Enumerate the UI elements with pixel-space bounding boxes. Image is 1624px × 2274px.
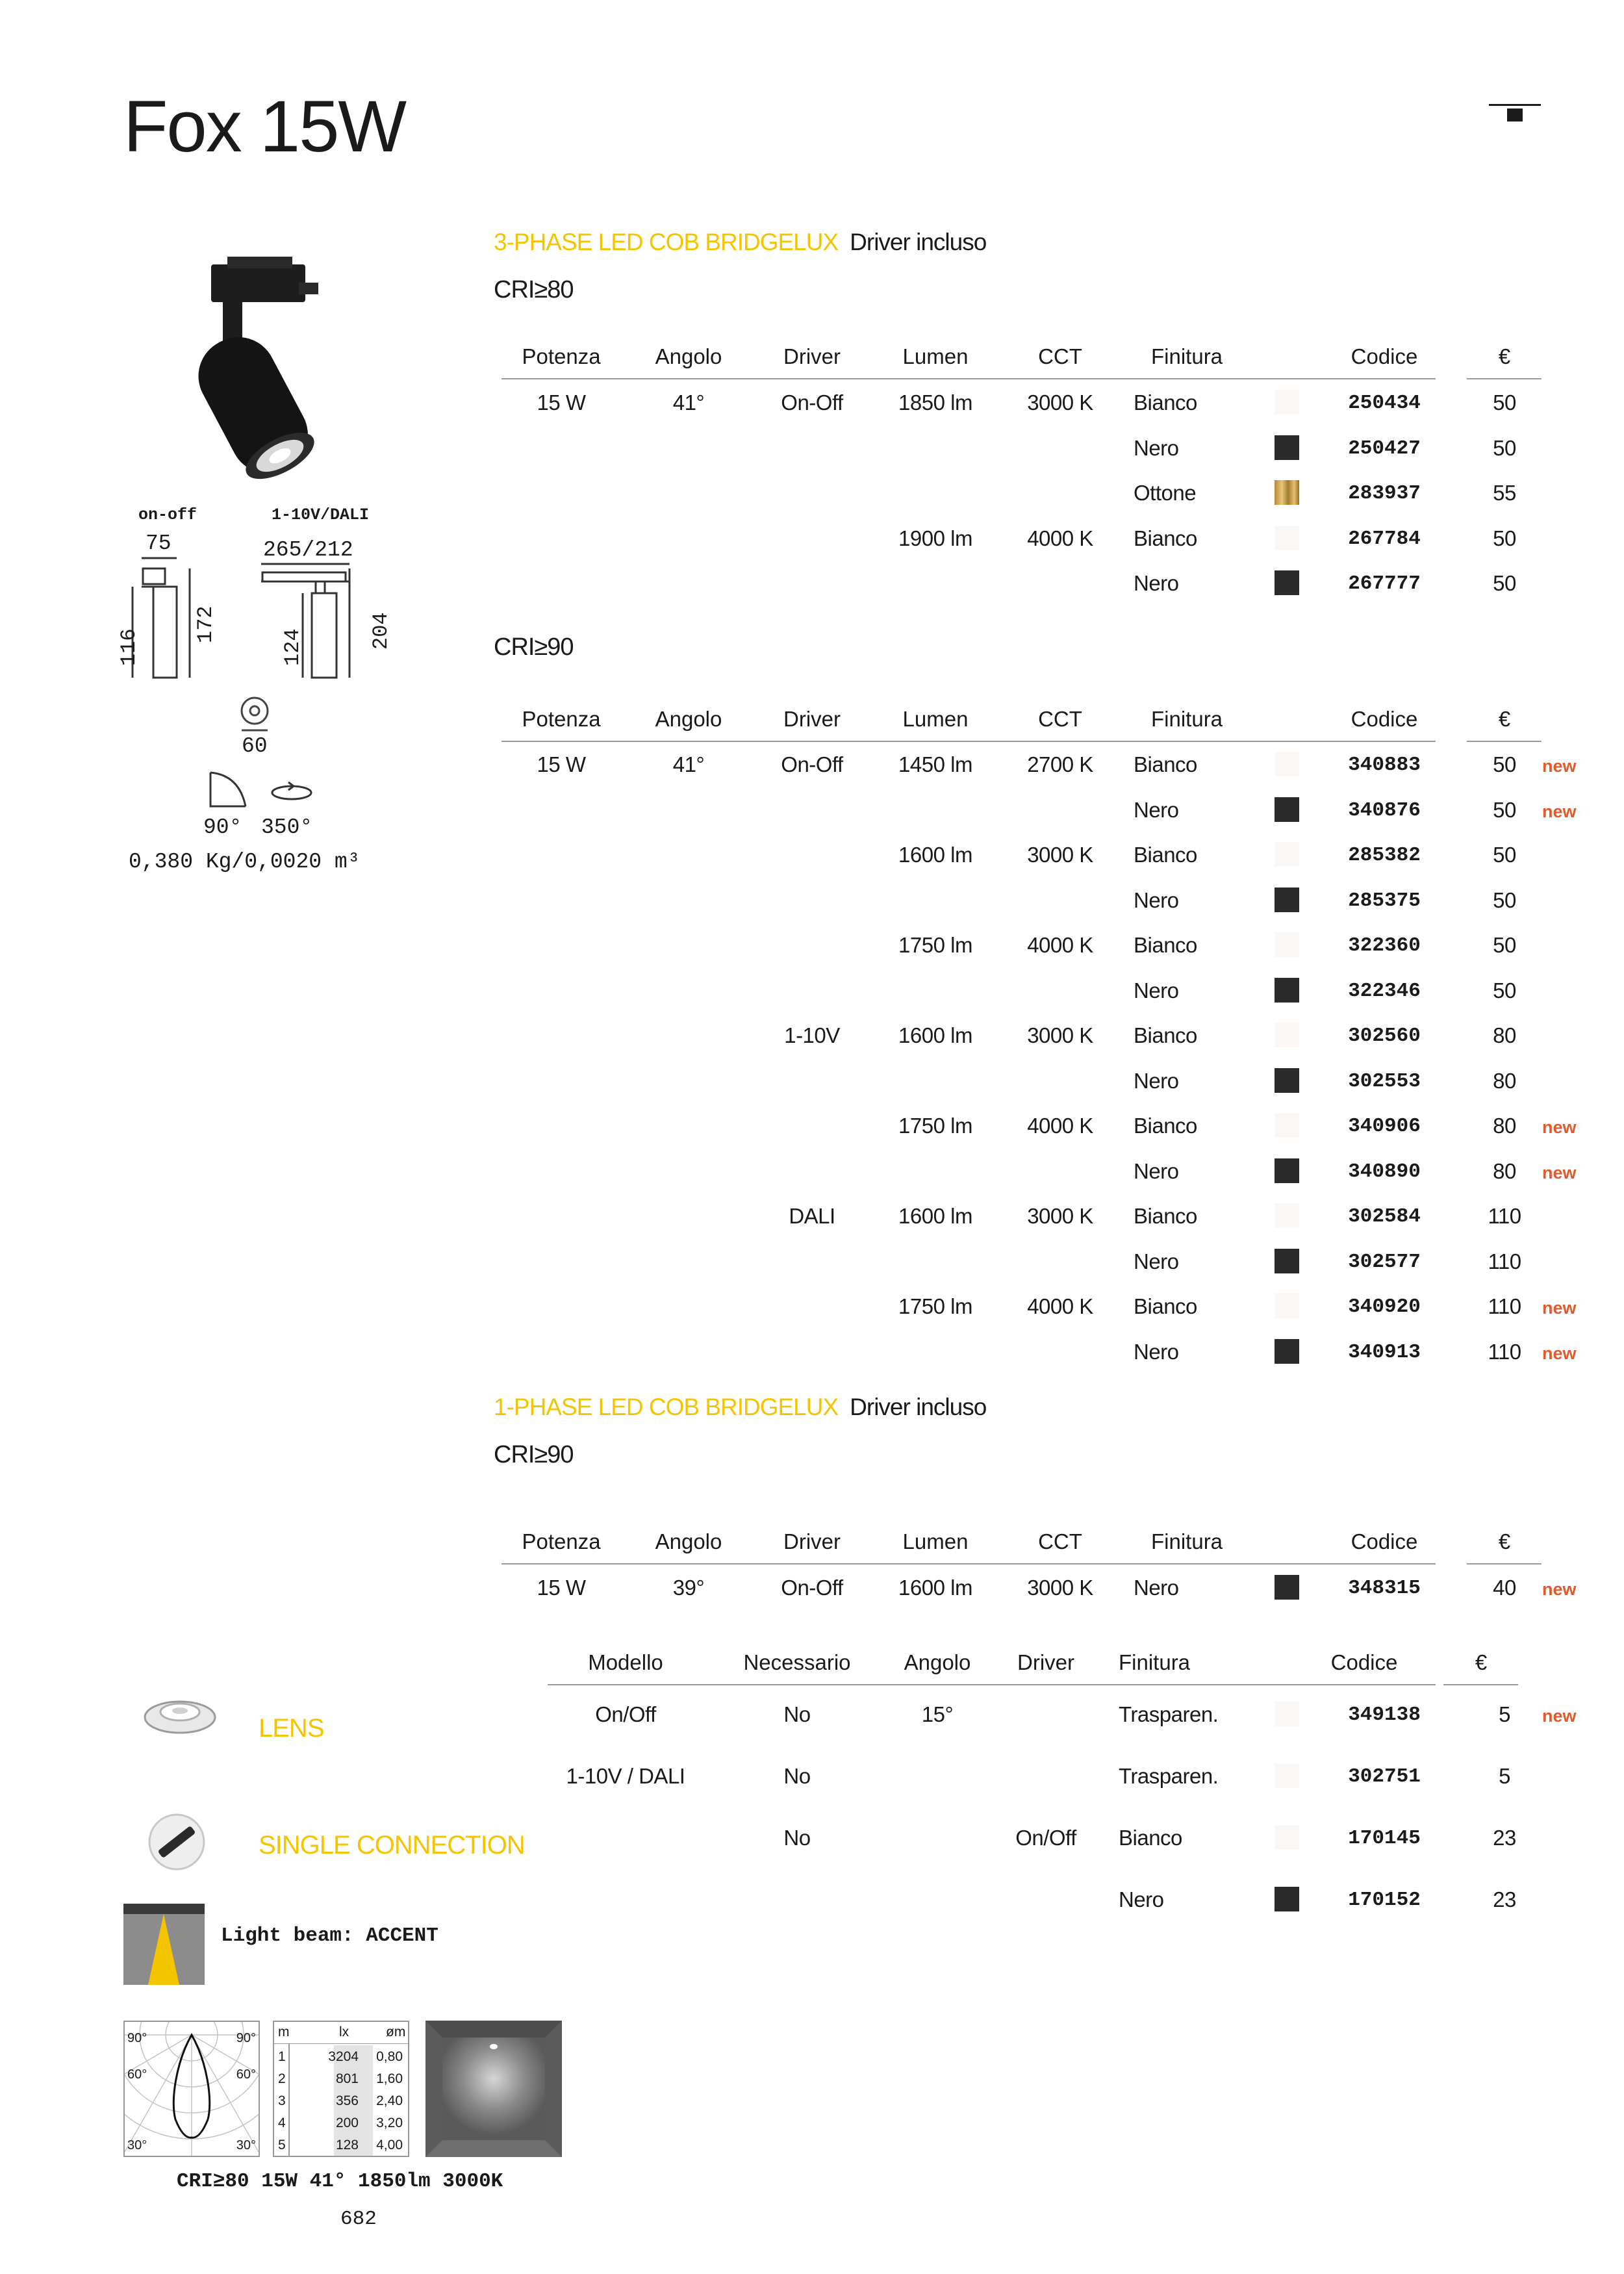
row-finitura: Nero bbox=[1134, 1576, 1179, 1600]
illum-cell-om: 2,40 bbox=[376, 2093, 403, 2108]
new-badge: new bbox=[1542, 756, 1577, 776]
acc-row-modello: On/Off bbox=[595, 1702, 656, 1726]
row-angolo: 39° bbox=[672, 1576, 705, 1600]
tbl-cri90-header-rule bbox=[501, 741, 1436, 742]
polar-diagram bbox=[123, 2021, 260, 2157]
product-image bbox=[166, 257, 335, 497]
tilt-angle-value: 90° bbox=[203, 815, 242, 839]
illum-cell-om: 4,00 bbox=[376, 2138, 403, 2153]
row-potenza: 15 W bbox=[537, 752, 586, 776]
row-prezzo: 50 bbox=[1493, 797, 1516, 822]
row-finitura: Nero bbox=[1134, 435, 1179, 460]
finish-swatch-black bbox=[1275, 1575, 1299, 1600]
acc-row-codice: 170145 bbox=[1348, 1827, 1421, 1850]
section-1phase-driver: Driver incluso bbox=[850, 1394, 987, 1420]
illum-cell-m: 1 bbox=[278, 2049, 286, 2064]
tbl-cri80-header-finitura: Finitura bbox=[1151, 344, 1223, 368]
tbl-cri90-header-potenza: Potenza bbox=[522, 707, 601, 731]
row-codice: 322346 bbox=[1348, 979, 1421, 1003]
tbl-1phase-header-rule-euro bbox=[1467, 1563, 1542, 1565]
row-finitura: Nero bbox=[1134, 888, 1179, 912]
finish-swatch-white bbox=[1275, 1294, 1299, 1318]
row-codice: 302577 bbox=[1348, 1250, 1421, 1273]
row-prezzo: 50 bbox=[1493, 978, 1516, 1003]
row-codice: 340906 bbox=[1348, 1115, 1421, 1138]
row-cct: 3000 K bbox=[1027, 390, 1093, 415]
row-lumen: 1600 lm bbox=[898, 1204, 972, 1228]
diameter-value: 60 bbox=[242, 734, 268, 758]
cri80-heading: CRI≥80 bbox=[494, 276, 574, 303]
tbl-cri80-header-lumen: Lumen bbox=[902, 344, 969, 368]
illum-cell-lx: 356 bbox=[335, 2093, 359, 2108]
row-lumen: 1750 lm bbox=[898, 1114, 972, 1138]
illum-cell-m: 4 bbox=[278, 2115, 286, 2130]
page-number: 682 bbox=[340, 2208, 377, 2230]
finish-swatch-white bbox=[1275, 842, 1299, 867]
lens-label: LENS bbox=[259, 1714, 324, 1743]
row-cct: 3000 K bbox=[1027, 1204, 1093, 1228]
row-cct: 2700 K bbox=[1027, 752, 1093, 776]
page-title: Fox 15W bbox=[123, 86, 406, 167]
row-cct: 3000 K bbox=[1027, 1576, 1093, 1600]
acc-row-modello: 1-10V / DALI bbox=[566, 1764, 685, 1788]
finish-swatch-white bbox=[1275, 752, 1299, 776]
acc-row-necessario: No bbox=[783, 1764, 811, 1788]
tbl-1phase-header-cct: CCT bbox=[1038, 1529, 1082, 1553]
row-codice: 340920 bbox=[1348, 1296, 1421, 1318]
acc-header-driver: Driver bbox=[1017, 1650, 1074, 1674]
finish-swatch-black bbox=[1275, 570, 1299, 595]
row-codice: 285382 bbox=[1348, 844, 1421, 867]
finish-swatch-white bbox=[1275, 1763, 1299, 1788]
illum-cell-lx: 801 bbox=[335, 2071, 359, 2086]
tbl-cri90-header-driver: Driver bbox=[783, 707, 841, 731]
illum-cell-m: 3 bbox=[278, 2093, 286, 2108]
row-prezzo: 80 bbox=[1493, 1114, 1516, 1138]
acc-row-codice: 349138 bbox=[1348, 1704, 1421, 1726]
tbl-cri80-header-angolo: Angolo bbox=[655, 344, 722, 368]
tbl-1phase-header-codice: Codice bbox=[1351, 1529, 1418, 1553]
row-finitura: Bianco bbox=[1134, 390, 1197, 415]
finish-swatch-white bbox=[1275, 526, 1299, 550]
acc-row-prezzo: 5 bbox=[1499, 1702, 1510, 1726]
new-badge: new bbox=[1542, 1343, 1577, 1363]
row-codice: 302553 bbox=[1348, 1069, 1421, 1093]
height-dali-b: 204 bbox=[369, 612, 393, 650]
height-onoff-a: 116 bbox=[117, 628, 141, 666]
row-finitura: Nero bbox=[1134, 797, 1179, 822]
illum-cell-lx: 3204 bbox=[328, 2049, 359, 2064]
row-finitura: Nero bbox=[1134, 1249, 1179, 1273]
polar-label-tr60: 60° bbox=[236, 2067, 256, 2082]
finish-swatch-black bbox=[1275, 888, 1299, 912]
single-connection-label: SINGLE CONNECTION bbox=[259, 1831, 525, 1859]
finish-swatch-brass bbox=[1275, 480, 1299, 505]
row-lumen: 1900 lm bbox=[898, 526, 972, 550]
finish-swatch-black bbox=[1275, 1339, 1299, 1364]
row-cct: 4000 K bbox=[1027, 1294, 1093, 1318]
row-codice: 340890 bbox=[1348, 1160, 1421, 1183]
row-driver: On-Off bbox=[781, 1576, 843, 1600]
weight-volume: 0,380 Kg/0,0020 m³ bbox=[129, 850, 361, 874]
finish-swatch-white bbox=[1275, 1203, 1299, 1228]
illum-cell-m: 5 bbox=[278, 2138, 286, 2153]
row-codice: 340883 bbox=[1348, 754, 1421, 776]
tbl-cri90-header-rule-euro bbox=[1467, 741, 1542, 742]
row-finitura: Ottone bbox=[1134, 481, 1197, 505]
acc-header-necessario: Necessario bbox=[743, 1650, 851, 1674]
row-finitura: Bianco bbox=[1134, 526, 1197, 550]
tbl-1phase-header-lumen: Lumen bbox=[902, 1529, 969, 1553]
diameter-icon bbox=[235, 694, 274, 733]
tbl-cri90-header-lumen: Lumen bbox=[902, 707, 969, 731]
finish-swatch-black bbox=[1275, 1068, 1299, 1093]
finish-swatch-white bbox=[1275, 1113, 1299, 1138]
beam-caption: CRI≥80 15W 41° 1850lm 3000K bbox=[177, 2170, 503, 2193]
acc-row-angolo: 15° bbox=[921, 1702, 954, 1726]
single-connection-icon bbox=[144, 1813, 209, 1871]
tbl-cri80-header-rule-euro bbox=[1467, 378, 1542, 379]
illum-cell-m: 2 bbox=[278, 2071, 286, 2086]
polar-label-br30: 30° bbox=[236, 2138, 256, 2153]
acc-row-finitura: Nero bbox=[1119, 1887, 1164, 1911]
track-symbol-icon bbox=[1507, 109, 1523, 121]
row-finitura: Nero bbox=[1134, 1339, 1179, 1364]
row-finitura: Nero bbox=[1134, 1158, 1179, 1183]
acc-header-codice: Codice bbox=[1330, 1650, 1398, 1674]
row-codice: 250427 bbox=[1348, 437, 1421, 460]
row-codice: 340913 bbox=[1348, 1340, 1421, 1364]
tbl-1phase-header-finitura: Finitura bbox=[1151, 1529, 1223, 1553]
row-prezzo: 110 bbox=[1488, 1204, 1521, 1228]
row-finitura: Bianco bbox=[1134, 1114, 1197, 1138]
row-codice: 302584 bbox=[1348, 1205, 1421, 1228]
row-lumen: 1750 lm bbox=[898, 933, 972, 957]
finish-swatch-black bbox=[1275, 1158, 1299, 1183]
row-codice: 302560 bbox=[1348, 1025, 1421, 1047]
section-1phase-highlight: 1-PHASE LED COB BRIDGELUX bbox=[494, 1394, 839, 1420]
light-beam-label: Light beam: ACCENT bbox=[221, 1924, 438, 1947]
row-finitura: Bianco bbox=[1134, 1204, 1197, 1228]
new-badge: new bbox=[1542, 1162, 1577, 1182]
polar-label-tr90: 90° bbox=[236, 2031, 256, 2045]
tbl-1phase-header-rule bbox=[501, 1563, 1436, 1565]
tbl-cri90-header-codice: Codice bbox=[1351, 707, 1418, 731]
row-finitura: Nero bbox=[1134, 571, 1179, 595]
row-codice: 267784 bbox=[1348, 527, 1421, 550]
illuminance-rows bbox=[274, 2044, 408, 2156]
cri90-1phase-heading: CRI≥90 bbox=[494, 1441, 574, 1468]
tbl-1phase-header-prezzo: € bbox=[1498, 1529, 1511, 1553]
finish-swatch-white bbox=[1275, 390, 1299, 415]
finish-swatch-black bbox=[1275, 435, 1299, 460]
acc-row-finitura: Trasparen. bbox=[1119, 1702, 1219, 1726]
tbl-1phase-header-angolo: Angolo bbox=[655, 1529, 722, 1553]
height-dali-a: 124 bbox=[281, 628, 305, 666]
illum-cell-om: 1,60 bbox=[376, 2071, 403, 2086]
tbl-1phase-header-potenza: Potenza bbox=[522, 1529, 601, 1553]
acc-row-finitura: Bianco bbox=[1119, 1826, 1182, 1850]
row-cct: 4000 K bbox=[1027, 526, 1093, 550]
row-driver: On-Off bbox=[781, 390, 843, 415]
finish-swatch-white bbox=[1275, 1023, 1299, 1047]
row-codice: 340876 bbox=[1348, 798, 1421, 822]
tbl-cri80-header-driver: Driver bbox=[783, 344, 841, 368]
illum-cell-lx: 200 bbox=[335, 2115, 359, 2130]
row-prezzo: 50 bbox=[1493, 888, 1516, 912]
row-finitura: Bianco bbox=[1134, 933, 1197, 957]
acc-header-angolo: Angolo bbox=[904, 1650, 971, 1674]
row-driver: DALI bbox=[789, 1204, 835, 1228]
finish-swatch-white bbox=[1275, 932, 1299, 957]
finish-swatch-black bbox=[1275, 1249, 1299, 1273]
row-prezzo: 50 bbox=[1493, 843, 1516, 867]
section-1phase-heading bbox=[494, 1394, 986, 1421]
tbl-cri80-header-rule bbox=[501, 378, 1436, 379]
polar-label-bl30: 30° bbox=[127, 2138, 147, 2153]
rotation-angle-icon bbox=[269, 780, 314, 806]
acc-row-necessario: No bbox=[783, 1702, 811, 1726]
tbl-cri80-header-potenza: Potenza bbox=[522, 344, 601, 368]
row-codice: 285375 bbox=[1348, 889, 1421, 912]
acc-header-rule-euro bbox=[1443, 1684, 1518, 1685]
row-codice: 267777 bbox=[1348, 572, 1421, 595]
acc-row-necessario: No bbox=[783, 1826, 811, 1850]
polar-label-tl90: 90° bbox=[127, 2031, 147, 2045]
row-prezzo: 80 bbox=[1493, 1068, 1516, 1093]
finish-swatch-black bbox=[1275, 797, 1299, 822]
row-prezzo: 80 bbox=[1493, 1023, 1516, 1047]
rotation-angle-value: 350° bbox=[261, 815, 313, 839]
new-badge: new bbox=[1542, 1579, 1577, 1599]
tbl-cri80-header-cct: CCT bbox=[1038, 344, 1082, 368]
row-codice: 250434 bbox=[1348, 392, 1421, 415]
row-prezzo: 55 bbox=[1493, 481, 1516, 505]
row-finitura: Bianco bbox=[1134, 843, 1197, 867]
row-cct: 4000 K bbox=[1027, 1114, 1093, 1138]
row-angolo: 41° bbox=[672, 390, 705, 415]
acc-row-codice: 302751 bbox=[1348, 1765, 1421, 1788]
section-3phase-driver: Driver incluso bbox=[850, 229, 987, 255]
row-potenza: 15 W bbox=[537, 1576, 586, 1600]
row-prezzo: 80 bbox=[1493, 1158, 1516, 1183]
illuminance-divider bbox=[288, 2044, 290, 2156]
finish-swatch-white bbox=[1275, 1825, 1299, 1850]
row-finitura: Nero bbox=[1134, 1068, 1179, 1093]
beam-render-image bbox=[425, 2021, 562, 2157]
finish-swatch-black bbox=[1275, 978, 1299, 1003]
new-badge: new bbox=[1542, 801, 1577, 821]
lens-icon bbox=[142, 1693, 218, 1738]
row-prezzo: 40 bbox=[1493, 1576, 1516, 1600]
acc-row-prezzo: 23 bbox=[1493, 1887, 1516, 1911]
row-finitura: Nero bbox=[1134, 978, 1179, 1003]
tbl-1phase-header-driver: Driver bbox=[783, 1529, 841, 1553]
section-3phase-highlight: 3-PHASE LED COB BRIDGELUX bbox=[494, 229, 839, 255]
section-3phase-heading bbox=[494, 229, 986, 256]
height-onoff-b: 172 bbox=[194, 606, 218, 643]
new-badge: new bbox=[1542, 1298, 1577, 1318]
width-onoff: 75 bbox=[146, 531, 171, 556]
row-driver: On-Off bbox=[781, 752, 843, 776]
tilt-angle-icon bbox=[207, 770, 252, 809]
row-codice: 348315 bbox=[1348, 1577, 1421, 1600]
tbl-cri90-header-cct: CCT bbox=[1038, 707, 1082, 731]
tbl-cri90-header-finitura: Finitura bbox=[1151, 707, 1223, 731]
row-prezzo: 50 bbox=[1493, 435, 1516, 460]
tbl-cri90-header-angolo: Angolo bbox=[655, 707, 722, 731]
row-cct: 3000 K bbox=[1027, 843, 1093, 867]
row-driver: 1-10V bbox=[784, 1023, 840, 1047]
illum-cell-lx: 128 bbox=[335, 2138, 359, 2153]
row-prezzo: 50 bbox=[1493, 526, 1516, 550]
acc-header-modello: Modello bbox=[588, 1650, 663, 1674]
row-finitura: Bianco bbox=[1134, 1294, 1197, 1318]
row-prezzo: 110 bbox=[1488, 1294, 1521, 1318]
row-cct: 4000 K bbox=[1027, 933, 1093, 957]
illum-cell-om: 0,80 bbox=[376, 2049, 403, 2064]
row-prezzo: 110 bbox=[1488, 1339, 1521, 1364]
row-prezzo: 110 bbox=[1488, 1249, 1521, 1273]
row-prezzo: 50 bbox=[1493, 571, 1516, 595]
row-codice: 322360 bbox=[1348, 934, 1421, 957]
header-om: øm bbox=[386, 2025, 406, 2039]
polar-label-tl60: 60° bbox=[127, 2067, 147, 2082]
cri90-heading: CRI≥90 bbox=[494, 633, 574, 661]
row-cct: 3000 K bbox=[1027, 1023, 1093, 1047]
row-lumen: 1450 lm bbox=[898, 752, 972, 776]
acc-row-prezzo: 23 bbox=[1493, 1826, 1516, 1850]
tbl-cri90-header-prezzo: € bbox=[1498, 707, 1511, 731]
tbl-cri80-header-codice: Codice bbox=[1351, 344, 1418, 368]
illuminance-table bbox=[273, 2021, 409, 2157]
row-lumen: 1750 lm bbox=[898, 1294, 972, 1318]
row-lumen: 1600 lm bbox=[898, 1576, 972, 1600]
row-finitura: Bianco bbox=[1134, 1023, 1197, 1047]
acc-header-euro: € bbox=[1475, 1650, 1488, 1674]
finish-swatch-white bbox=[1275, 1702, 1299, 1726]
row-codice: 283937 bbox=[1348, 482, 1421, 505]
row-lumen: 1850 lm bbox=[898, 390, 972, 415]
row-potenza: 15 W bbox=[537, 390, 586, 415]
finish-swatch-black bbox=[1275, 1887, 1299, 1911]
acc-header-finitura: Finitura bbox=[1119, 1650, 1191, 1674]
acc-row-codice: 170152 bbox=[1348, 1889, 1421, 1911]
row-lumen: 1600 lm bbox=[898, 1023, 972, 1047]
illum-cell-om: 3,20 bbox=[376, 2115, 403, 2130]
header-lx: lx bbox=[339, 2025, 349, 2039]
illuminance-header bbox=[274, 2022, 408, 2044]
new-badge: new bbox=[1542, 1706, 1577, 1726]
row-angolo: 41° bbox=[672, 752, 705, 776]
acc-row-prezzo: 5 bbox=[1499, 1764, 1510, 1788]
row-prezzo: 50 bbox=[1493, 390, 1516, 415]
acc-row-driver: On/Off bbox=[1015, 1826, 1076, 1850]
acc-header-rule bbox=[548, 1684, 1436, 1685]
row-finitura: Bianco bbox=[1134, 752, 1197, 776]
new-badge: new bbox=[1542, 1118, 1577, 1137]
header-m: m bbox=[278, 2025, 290, 2039]
light-beam-icon bbox=[123, 1904, 205, 1985]
acc-row-finitura: Trasparen. bbox=[1119, 1764, 1219, 1788]
row-prezzo: 50 bbox=[1493, 933, 1516, 957]
row-lumen: 1600 lm bbox=[898, 843, 972, 867]
onoff-dim-label: on-off bbox=[138, 505, 197, 524]
track-symbol-line bbox=[1489, 104, 1541, 106]
dali-dim-label: 1-10V/DALI bbox=[272, 505, 370, 524]
width-dali: 265/212 bbox=[263, 538, 353, 562]
tbl-cri80-header-prezzo: € bbox=[1498, 344, 1511, 368]
row-prezzo: 50 bbox=[1493, 752, 1516, 776]
